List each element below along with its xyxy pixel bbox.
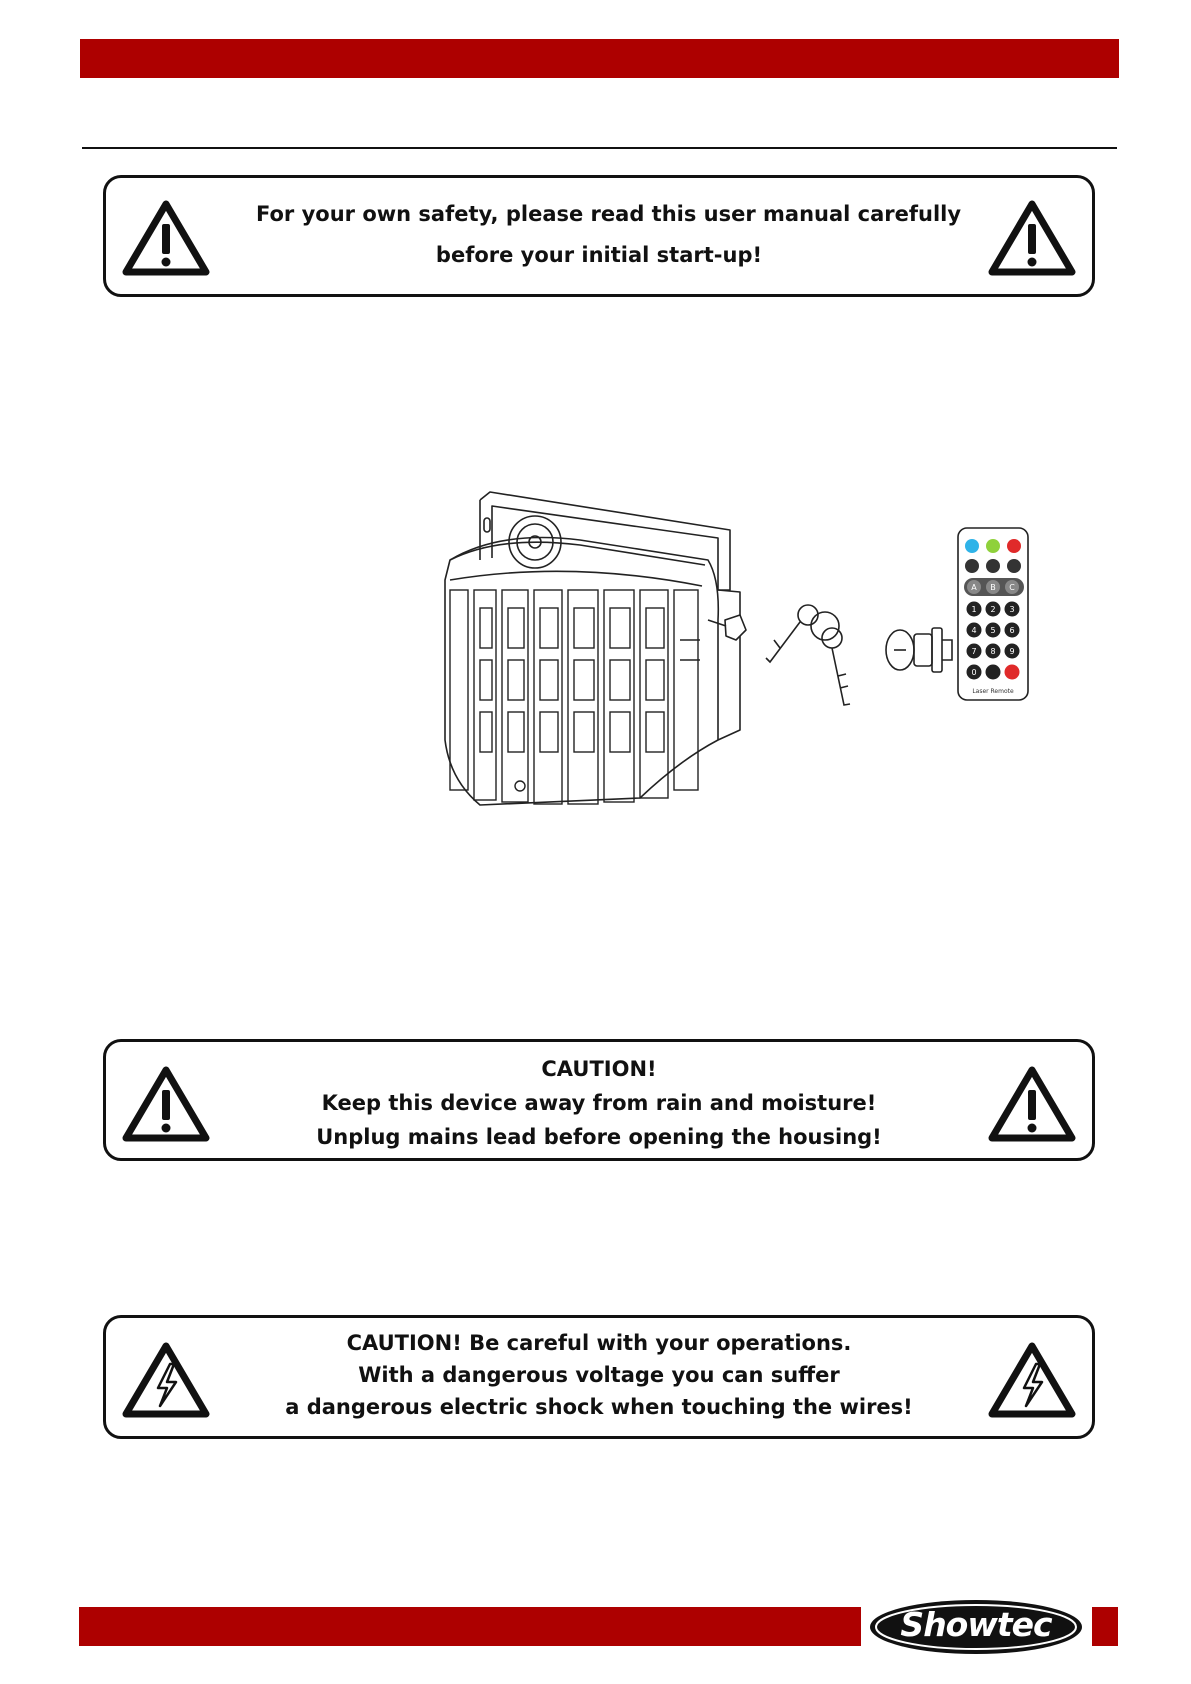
caution-voltage-text (256, 1327, 942, 1423)
remote-control-drawing (958, 528, 1028, 700)
remote-key-b: B (990, 583, 996, 592)
remote-key-a: A (971, 583, 977, 592)
remote-key-0: 0 (971, 668, 977, 677)
warning-triangle-icon (986, 1064, 1078, 1144)
voltage-line-3: a dangerous electric shock when touching the wires! (285, 1395, 913, 1419)
remote-key-8: 8 (990, 647, 996, 656)
remote-key-9: 9 (1009, 647, 1015, 656)
keys-drawing (766, 605, 850, 705)
safety-notice-text (256, 194, 962, 276)
warning-triangle-icon (986, 198, 1078, 278)
derby-panels (450, 590, 698, 804)
safety-line-2: before your initial start-up! (435, 243, 763, 267)
lock-drawing (886, 628, 952, 672)
remote-key-c: C (1009, 583, 1015, 592)
showtec-logo (866, 1597, 1086, 1657)
remote-key-5: 5 (990, 626, 996, 635)
warning-triangle-icon (120, 1064, 212, 1144)
logo-text: Showtec (900, 1605, 1052, 1644)
voltage-line-2: With a dangerous voltage you can suffer (358, 1363, 840, 1387)
caution-line-2: Keep this device away from rain and moisture! (321, 1091, 877, 1115)
remote-key-3: 3 (1009, 605, 1015, 614)
warning-triangle-icon (120, 198, 212, 278)
remote-key-6: 6 (1009, 626, 1015, 635)
remote-key-4: 4 (971, 626, 977, 635)
caution-line-1: CAUTION! (541, 1057, 657, 1081)
high-voltage-icon (986, 1340, 1078, 1420)
caution-voltage-box (103, 1315, 1095, 1439)
remote-key-1: 1 (971, 605, 977, 614)
remote-key-7: 7 (971, 647, 977, 656)
caution-line-3: Unplug mains lead before opening the housing! (316, 1125, 882, 1149)
remote-label: Laser Remote (972, 688, 1014, 695)
product-illustration (440, 490, 1110, 820)
caution-moisture-box (103, 1039, 1095, 1161)
header-bar (80, 39, 1119, 78)
header-rule (82, 147, 1117, 149)
footer-bar-end (1092, 1607, 1118, 1646)
high-voltage-icon (120, 1340, 212, 1420)
safety-line-1: For your own safety, please read this user manual carefully (256, 202, 962, 226)
product-drawing (440, 490, 1110, 820)
safety-notice-box (103, 175, 1095, 297)
footer-bar (79, 1607, 861, 1646)
voltage-line-1: CAUTION! Be careful with your operations. (346, 1331, 852, 1355)
caution-moisture-text (256, 1052, 942, 1154)
remote-key-2: 2 (990, 605, 996, 614)
